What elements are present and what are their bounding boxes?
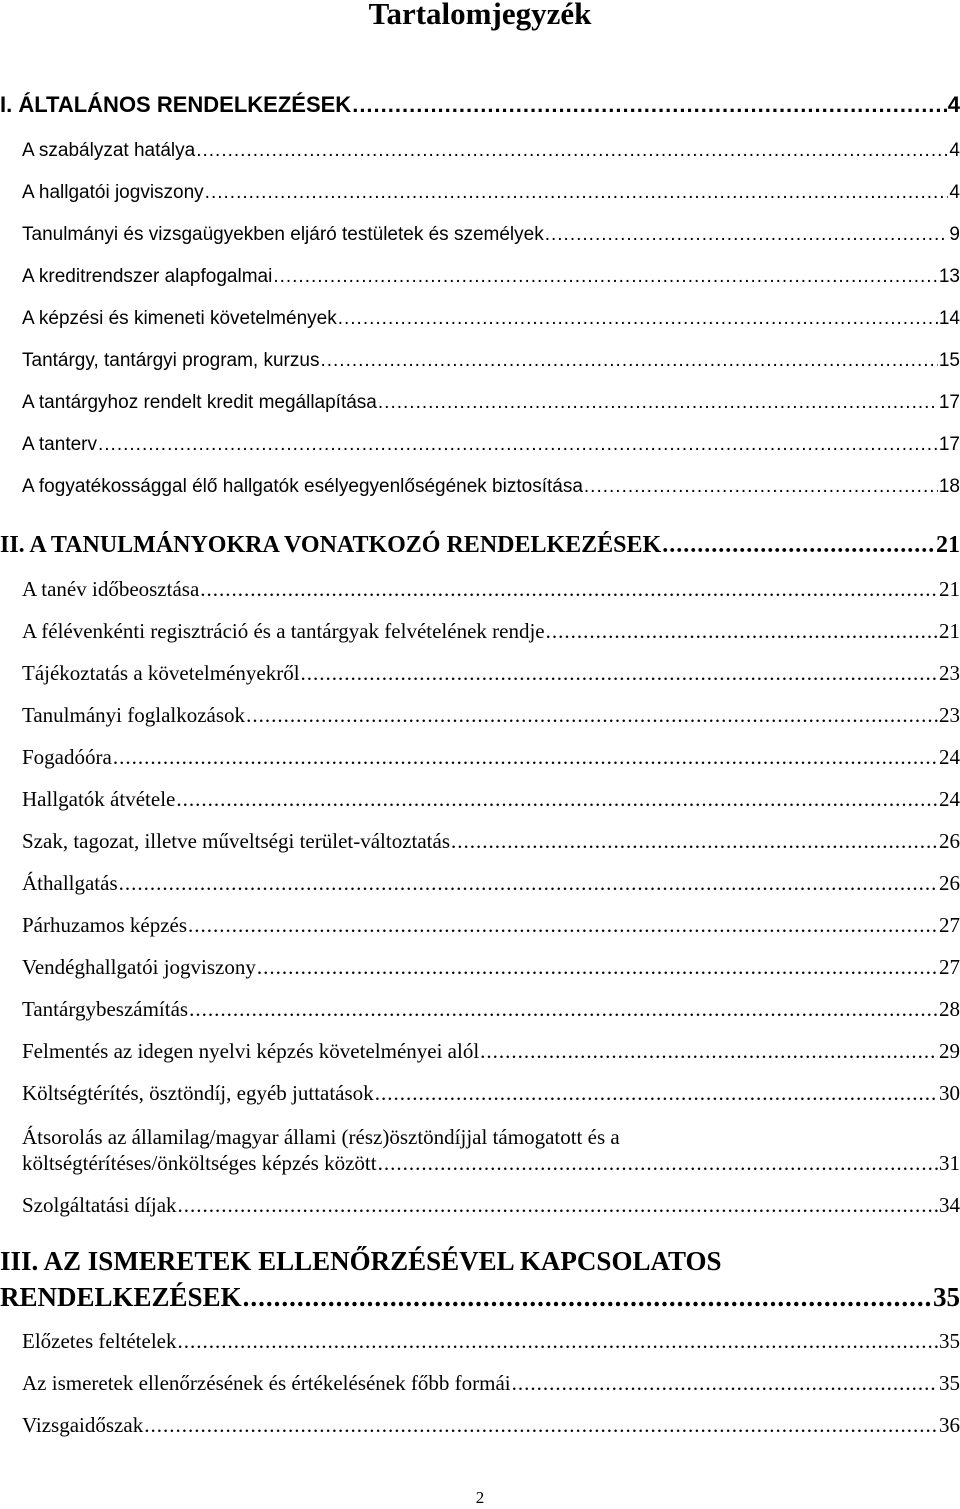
dot-leader [545,218,949,252]
dot-leader [352,88,947,122]
toc-entry-text: A tantárgyhoz rendelt kredit megállapítása [22,392,377,413]
toc-entry-text: Tantárgybeszámítás [22,997,189,1021]
toc-page-number: 24 [939,745,960,769]
page-title: Tartalomjegyzék [368,0,592,31]
toc-entry[interactable] [22,656,960,690]
toc-entry-text: Előzetes feltételek [22,1329,177,1353]
dot-leader [200,572,938,606]
toc-page-number: 35 [939,1329,960,1353]
toc-entry-text: Tanulmányi és vizsgaügyekben eljáró testületek és személyek [22,224,544,245]
toc-entry[interactable] [22,302,960,336]
toc-page-number: 23 [939,703,960,727]
dot-leader [189,992,938,1026]
dot-leader [176,782,938,816]
toc-page-number: 35 [939,1371,960,1395]
toc-page-number: 28 [939,997,960,1021]
toc-page-number: 18 [938,476,960,497]
toc-entry-wrapped-line1[interactable]: Átsorolás az államilag/magyar állami (rész)ösztöndíjjal támogatott és a [22,1125,620,1149]
toc-page-number: 27 [939,955,960,979]
toc-page-number: 29 [939,1039,960,1063]
toc-entry[interactable] [22,1366,960,1400]
toc-entry[interactable] [22,698,960,732]
toc-page-number: 13 [938,266,960,287]
dot-leader [98,428,938,462]
dot-leader [144,1408,938,1442]
dot-leader [113,740,938,774]
toc-entry[interactable] [22,428,960,462]
toc-entry[interactable] [22,386,960,420]
toc-entry[interactable] [22,614,960,648]
toc-page-number: 35 [933,1282,960,1312]
toc-entry[interactable] [22,950,960,984]
toc-entry[interactable] [22,1146,960,1180]
toc-entry-text: A fogyatékossággal élő hallgatók esélyegyenlőségének biztosítása [22,476,583,497]
toc-entry[interactable] [22,992,960,1026]
toc-page-number: 26 [939,871,960,895]
toc-heading-text: I. ÁLTALÁNOS RENDELKEZÉSEK [0,92,352,117]
dot-leader [301,656,938,690]
toc-entry-text: Tájékoztatás a követelményekről [22,661,300,685]
dot-leader [205,176,949,210]
toc-page-number: 26 [939,829,960,853]
dot-leader [480,1034,938,1068]
toc-entry[interactable] [22,782,960,816]
toc-page-number: 21 [939,577,960,601]
toc-entry[interactable] [22,1408,960,1442]
dot-leader [662,528,935,562]
toc-page-number: 24 [939,787,960,811]
toc-entry-text: Vendéghallgatói jogviszony [22,955,256,979]
dot-leader [178,1188,938,1222]
toc-entry-text: Tantárgy, tantárgyi program, kurzus [22,350,320,371]
page-number: 2 [475,1488,485,1507]
toc-page-number: 14 [938,308,960,329]
toc-entry[interactable] [22,218,960,252]
toc-entry[interactable] [22,1034,960,1068]
toc-page-number: 15 [938,350,960,371]
toc-entry-text: költségtérítéses/önköltséges képzés között [22,1151,377,1175]
toc-entry-text: A hallgatói jogviszony [22,182,204,203]
toc-page-number: 4 [947,92,960,117]
toc-entry-text: A képzési és kimeneti követelmények [22,308,337,329]
toc-entry[interactable] [22,1188,960,1222]
dot-leader [512,1366,938,1400]
dot-leader [584,470,938,504]
toc-entry-text: A kreditrendszer alapfogalmai [22,266,273,287]
toc-entry-text: Vizsgaidőszak [22,1413,144,1437]
toc-heading-text: RENDELKEZÉSEK [0,1282,242,1312]
toc-entry-text: Fogadóóra [22,745,112,769]
toc-entry[interactable] [22,740,960,774]
toc-entry[interactable] [22,344,960,378]
dot-leader [257,950,938,984]
toc-entry[interactable] [22,470,960,504]
toc-entry-text: A tanév időbeosztása [22,577,200,601]
dot-leader [188,908,938,942]
toc-page-number: 9 [949,224,960,245]
toc-heading-1[interactable] [0,88,960,122]
toc-entry-text: Tanulmányi foglalkozások [22,703,246,727]
dot-leader [378,1146,938,1180]
dot-leader [546,614,938,648]
toc-entry-text: Az ismeretek ellenőrzésének és értékelésének főbb formái [22,1371,511,1395]
dot-leader [178,1324,939,1358]
toc-entry-text: Hallgatók átvétele [22,787,176,811]
toc-heading-text: II. A TANULMÁNYOKRA VONATKOZÓ RENDELKEZÉSEK [0,532,662,558]
toc-page-number: 4 [949,140,960,161]
dot-leader [451,824,938,858]
toc-page-number: 21 [939,619,960,643]
dot-leader [273,260,938,294]
toc-entry[interactable] [22,176,960,210]
toc-page-number: 36 [939,1413,960,1437]
dot-leader [338,302,938,336]
toc-entry-text: Költségtérítés, ösztöndíj, egyéb juttatások [22,1081,374,1105]
toc-heading-3[interactable] [0,1280,960,1314]
dot-leader [246,698,938,732]
toc-page-number: 23 [939,661,960,685]
dot-leader [320,344,937,378]
dot-leader [119,866,938,900]
toc-entry[interactable] [22,1324,960,1358]
toc-heading-3-line1[interactable]: III. AZ ISMERETEK ELLENŐRZÉSÉVEL KAPCSOLATOS [0,1246,722,1276]
toc-entry[interactable] [22,572,960,606]
dot-leader [378,386,938,420]
toc-page-number: 17 [938,434,960,455]
toc-entry-text: A tanterv [22,434,97,455]
toc-entry[interactable] [22,824,960,858]
toc-entry[interactable] [22,260,960,294]
toc-page-number: 27 [939,913,960,937]
toc-entry[interactable] [22,1076,960,1110]
toc-entry-text: Felmentés az idegen nyelvi képzés követelményei alól [22,1039,480,1063]
dot-leader [375,1076,938,1110]
dot-leader [243,1280,932,1314]
toc-page-number: 17 [938,392,960,413]
toc-entry[interactable] [22,908,960,942]
toc-entry-text: A félévenkénti regisztráció és a tantárgyak felvételének rendje [22,619,545,643]
toc-entry[interactable] [22,866,960,900]
toc-entry[interactable] [22,134,960,168]
toc-page-number: 4 [949,182,960,203]
toc-page-number: 30 [939,1081,960,1105]
toc-entry-text: Szak, tagozat, illetve műveltségi terület-változtatás [22,829,451,853]
toc-page-number: 34 [939,1193,960,1217]
dot-leader [196,134,948,168]
toc-page-number: 31 [939,1151,960,1175]
toc-entry-text: A szabályzat hatálya [22,140,196,161]
toc-entry-text: Áthallgatás [22,871,118,895]
toc-heading-2[interactable] [0,528,960,562]
toc-entry-text: Párhuzamos képzés [22,913,188,937]
toc-entry-text: Szolgáltatási díjak [22,1193,177,1217]
toc-page-number: 21 [936,532,960,558]
